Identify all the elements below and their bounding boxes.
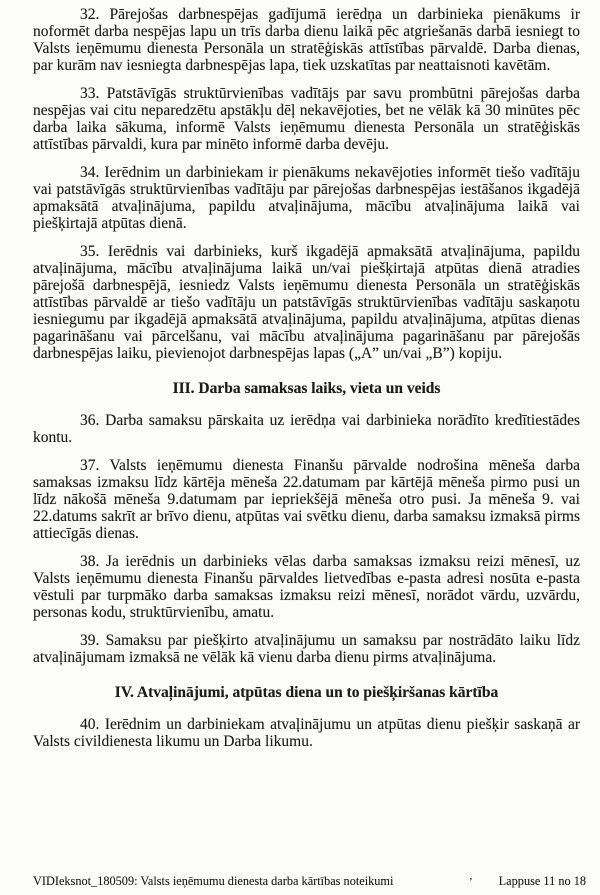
paragraph-33: 33. Patstāvīgās struktūrvienības vadītājs par savu prombūtni pārejošas darba nespējas vai citu neparedzētu apstākļu dēļ nekavējoties, bet ne vēlāk kā 30 minūtes pēc darba laika sākuma, informē Valsts ieņēmumu dienesta Personāla un stratēģiskās attīstības pārvaldi, kura par minēto informē darba devēju. — [33, 85, 580, 153]
paragraph-40: 40. Ierēdnim un darbiniekam atvaļinājumu un atpūtas dienu piešķir saskaņā ar Valsts civildienesta likumu un Darba likumu. — [33, 716, 580, 750]
paragraph-34: 34. Ierēdnim un darbiniekam ir pienākums nekavējoties informēt tiešo vadītāju vai patstāvīgās struktūrvienības vadītāju par pārejošas darbnespējas iestāšanos ikgadējā apmaksātā atvaļinājuma, papildu atvaļinājuma, mācību atvaļinājuma laikā vai piešķirtajā atpūtas dienā. — [33, 164, 580, 232]
paragraph-38: 38. Ja ierēdnis un darbinieks vēlas darba samaksas izmaksu reizi mēnesī, uz Valsts ieņēmumu dienesta Finanšu pārvaldes lietvedības e-pasta adresi nosūta e-pasta vēstuli par turpmāko darba samaksas izmaksu reizi mēnesī, norādot vārdu, uzvārdu, personas kodu, struktūrvienību, amatu. — [33, 553, 580, 621]
page-footer — [33, 874, 586, 889]
section-heading-iv: IV. Atvaļinājumi, atpūtas diena un to piešķiršanas kārtība — [114, 684, 499, 701]
footer-doc-reference: VIDIeksnot_180509: Valsts ieņēmumu dienesta darba kārtības noteikumi — [33, 874, 394, 888]
paragraph-37: 37. Valsts ieņēmumu dienesta Finanšu pārvalde nodrošina mēneša darba samaksas izmaksu līdz kārtēja mēneša 22.datumam par kārtējā mēneša pirmo pusi un līdz nākošā mēneša 9.datumam par iepriekšējā mēneša otro pusi. Ja mēneša 9. vai 22.datums sakrīt ar brīvo dienu, atpūtas vai svētku dienu, darba samaksu izmaksā pirms attiecīgās dienas. — [33, 457, 580, 542]
paragraph-35: 35. Ierēdnis vai darbinieks, kurš ikgadējā apmaksātā atvaļinājuma, papildu atvaļinājuma, mācību atvaļinājuma laikā un/vai piešķirtajā atpūtas dienā atradies pārejošā darbnespējā, iesniedz Valsts ieņēmumu dienesta Personāla un stratēģiskās attīstības pārvaldē ar tiešo vadītāju un patstāvīgās struktūrvienības vadītāju saskaņotu iesniegumu par ikgadējā apmaksātā atvaļinājuma, papildu atvaļinājuma, atpūtas dienas pagarināšanu vai pārcelšanu, vai mācību atvaļinājuma pagarināšanu par pārejošās darbnespējas laiku, pievienojot darbnespējas lapas („A” un/vai „B”) kopiju. — [33, 243, 580, 362]
section-heading-iii: III. Darba samaksas laiks, vieta un veids — [172, 380, 441, 397]
paragraph-39: 39. Samaksu par piešķirto atvaļinājumu un samaksu par nostrādāto laiku līdz atvaļinājumam izmaksā ne vēlāk kā vienu darba dienu pirms atvaļinājuma. — [33, 632, 580, 666]
footer-stray-mark: ’ — [469, 876, 473, 888]
paragraph-36: 36. Darba samaksu pārskaita uz ierēdņa vai darbinieka norādīto kredītiestādes kontu. — [33, 412, 580, 446]
footer-page-indicator: Lappuse 11 no 18 — [498, 874, 586, 888]
paragraph-32: 32. Pārejošas darbnespējas gadījumā ierēdņa un darbinieka pienākums ir noformēt darba nespējas lapu un trīs darba dienu laikā pēc atgriešanās darbā iesniegt to Valsts ieņēmumu dienesta Personāla un stratēģiskās attīstības pārvaldē. Darba dienas, par kurām nav iesniegta darbnespējas lapa, tiek uzskatītas par neattaisnoti kavētām. — [33, 6, 580, 74]
